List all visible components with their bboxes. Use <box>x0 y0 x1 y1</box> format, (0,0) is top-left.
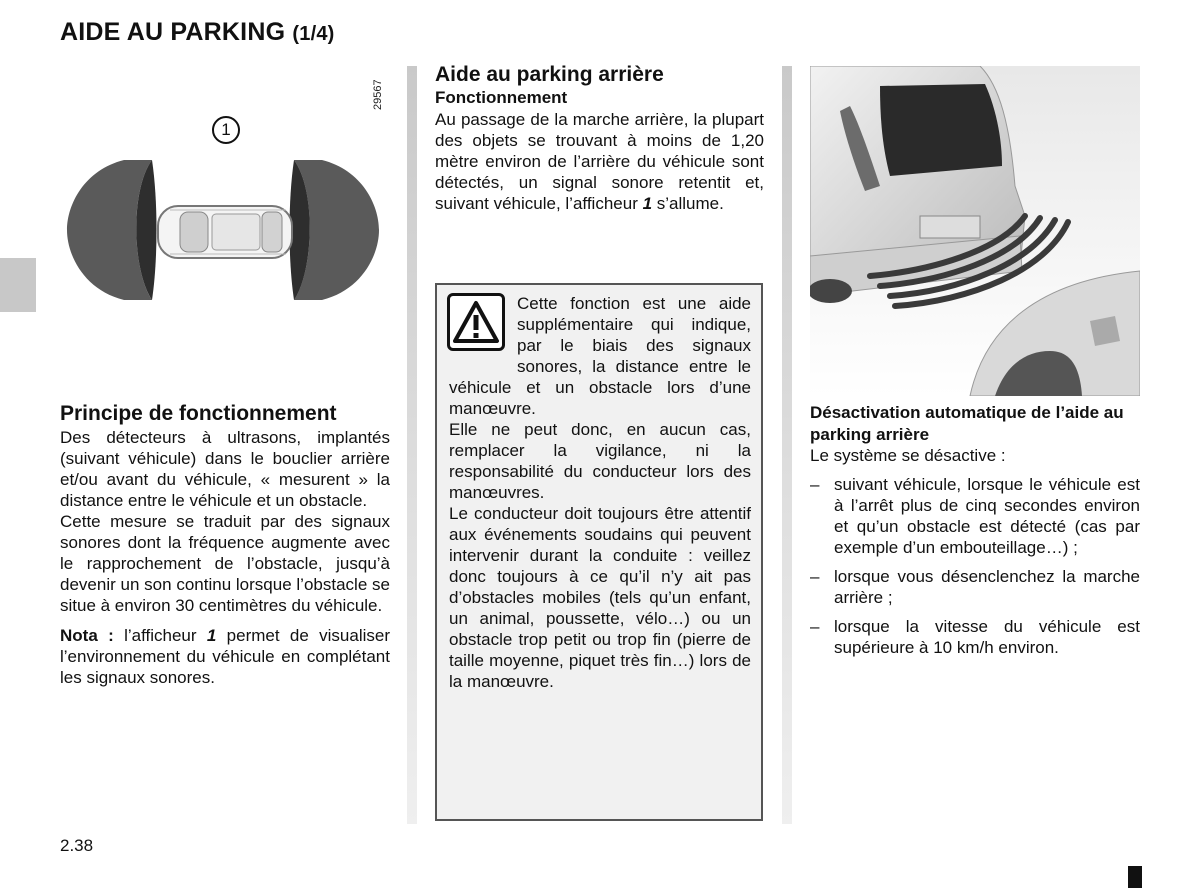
operation-text-after: s’allume. <box>652 194 724 213</box>
rear-parking-photo <box>810 66 1140 396</box>
nota-ref: 1 <box>206 626 217 645</box>
bullet-dash: – <box>810 567 820 586</box>
column-divider-right <box>782 66 792 824</box>
warning-paragraph-2: Elle ne peut donc, en aucun cas, remplacer la vigilance, ni la responsabilité du conducteur lors des manœuvres. <box>449 420 751 502</box>
bullet-dash: – <box>810 617 820 636</box>
nota-paragraph <box>60 625 390 688</box>
parking-zones-illustration <box>62 150 384 310</box>
principle-text <box>60 427 390 688</box>
page-number: 2.38 <box>60 836 94 855</box>
warning-text <box>449 293 751 692</box>
operation-text-before: Au passage de la marche arrière, la plupart des objets se trouvant à moins de 1,20 mètre environ de l’arrière du véhicule sont détectés, un signal sonore retentit et, suivant véhicule, l’afficheur <box>435 110 764 213</box>
section-heading-principle: Principe de fonctionnement <box>60 402 337 425</box>
subheading-operation: Fonctionnement <box>435 88 568 107</box>
section-heading-rear-parking: Aide au parking arrière <box>435 63 664 86</box>
list-item-text: lorsque vous désenclenchez la marche arrière ; <box>834 567 1140 607</box>
nota-text-before: l’afficheur <box>113 626 207 645</box>
principle-paragraph-1: Des détecteurs à ultrasons, implantés (suivant véhicule) dans le bouclier arrière et/ou avant du véhicule, « mesurent » la distance entre le véhicule et un obstacle. <box>60 428 390 510</box>
page-title-suffix: (1/4) <box>292 23 335 45</box>
operation-ref: 1 <box>642 194 653 213</box>
operation-paragraph <box>435 109 764 214</box>
list-item <box>810 616 1140 658</box>
warning-paragraph-3: Le conducteur doit toujours être attentif aux événements soudains qui peuvent intervenir durant la conduite : veillez donc toujours à ce qu’il n’y ait pas d’obstacles mobiles (tels qu’un enfant, un animal, poussette, vélo…) ou un obstacle trop petit ou trop fin (pierre de taille moyenne, piquet très fin…) lors de la manœuvre. <box>449 504 751 691</box>
section-tab <box>0 258 36 312</box>
section-heading-auto-deactivation: Désactivation automatique de l’aide au parking arrière <box>810 403 1124 444</box>
operation-text <box>435 109 764 214</box>
list-item-text: suivant véhicule, lorsque le véhicule est à l’arrêt plus de cinq secondes environ et qu’un obstacle est détecté (cas par exemple d’un embouteillage…) ; <box>834 475 1140 557</box>
column-divider-left <box>407 66 417 824</box>
nota-label: Nota : <box>60 626 114 645</box>
deactivation-list <box>810 474 1140 666</box>
page-title-text: AIDE AU PARKING <box>60 18 286 46</box>
car-top-view-icon <box>158 206 292 258</box>
page-title <box>60 18 335 47</box>
page-corner-mark <box>1128 866 1142 888</box>
figure-callout-1: 1 <box>212 116 240 144</box>
deactivation-intro: Le système se désactive : <box>810 446 1006 465</box>
list-item-text: lorsque la vitesse du véhicule est supérieure à 10 km/h environ. <box>834 617 1140 657</box>
warning-paragraph-1: Cette fonction est une aide supplémentaire qui indique, par le biais des signaux sonores, la distance entre le véhicule et un obstacle lors d’une manœuvre. <box>449 294 751 418</box>
nota-text-after: permet de visualiser l’environnement du véhicule en complétant les signaux sonores. <box>60 626 390 687</box>
list-item <box>810 474 1140 558</box>
bullet-dash: – <box>810 475 820 494</box>
figure-ref-left: 29567 <box>372 79 384 110</box>
principle-paragraph-2: Cette mesure se traduit par des signaux sonores dont la fréquence augmente avec le rapprochement de l’obstacle, jusqu’à devenir un son continu lorsque l’obstacle se situe à environ 30 centimètres du véhicule. <box>60 512 390 615</box>
list-item <box>810 566 1140 608</box>
